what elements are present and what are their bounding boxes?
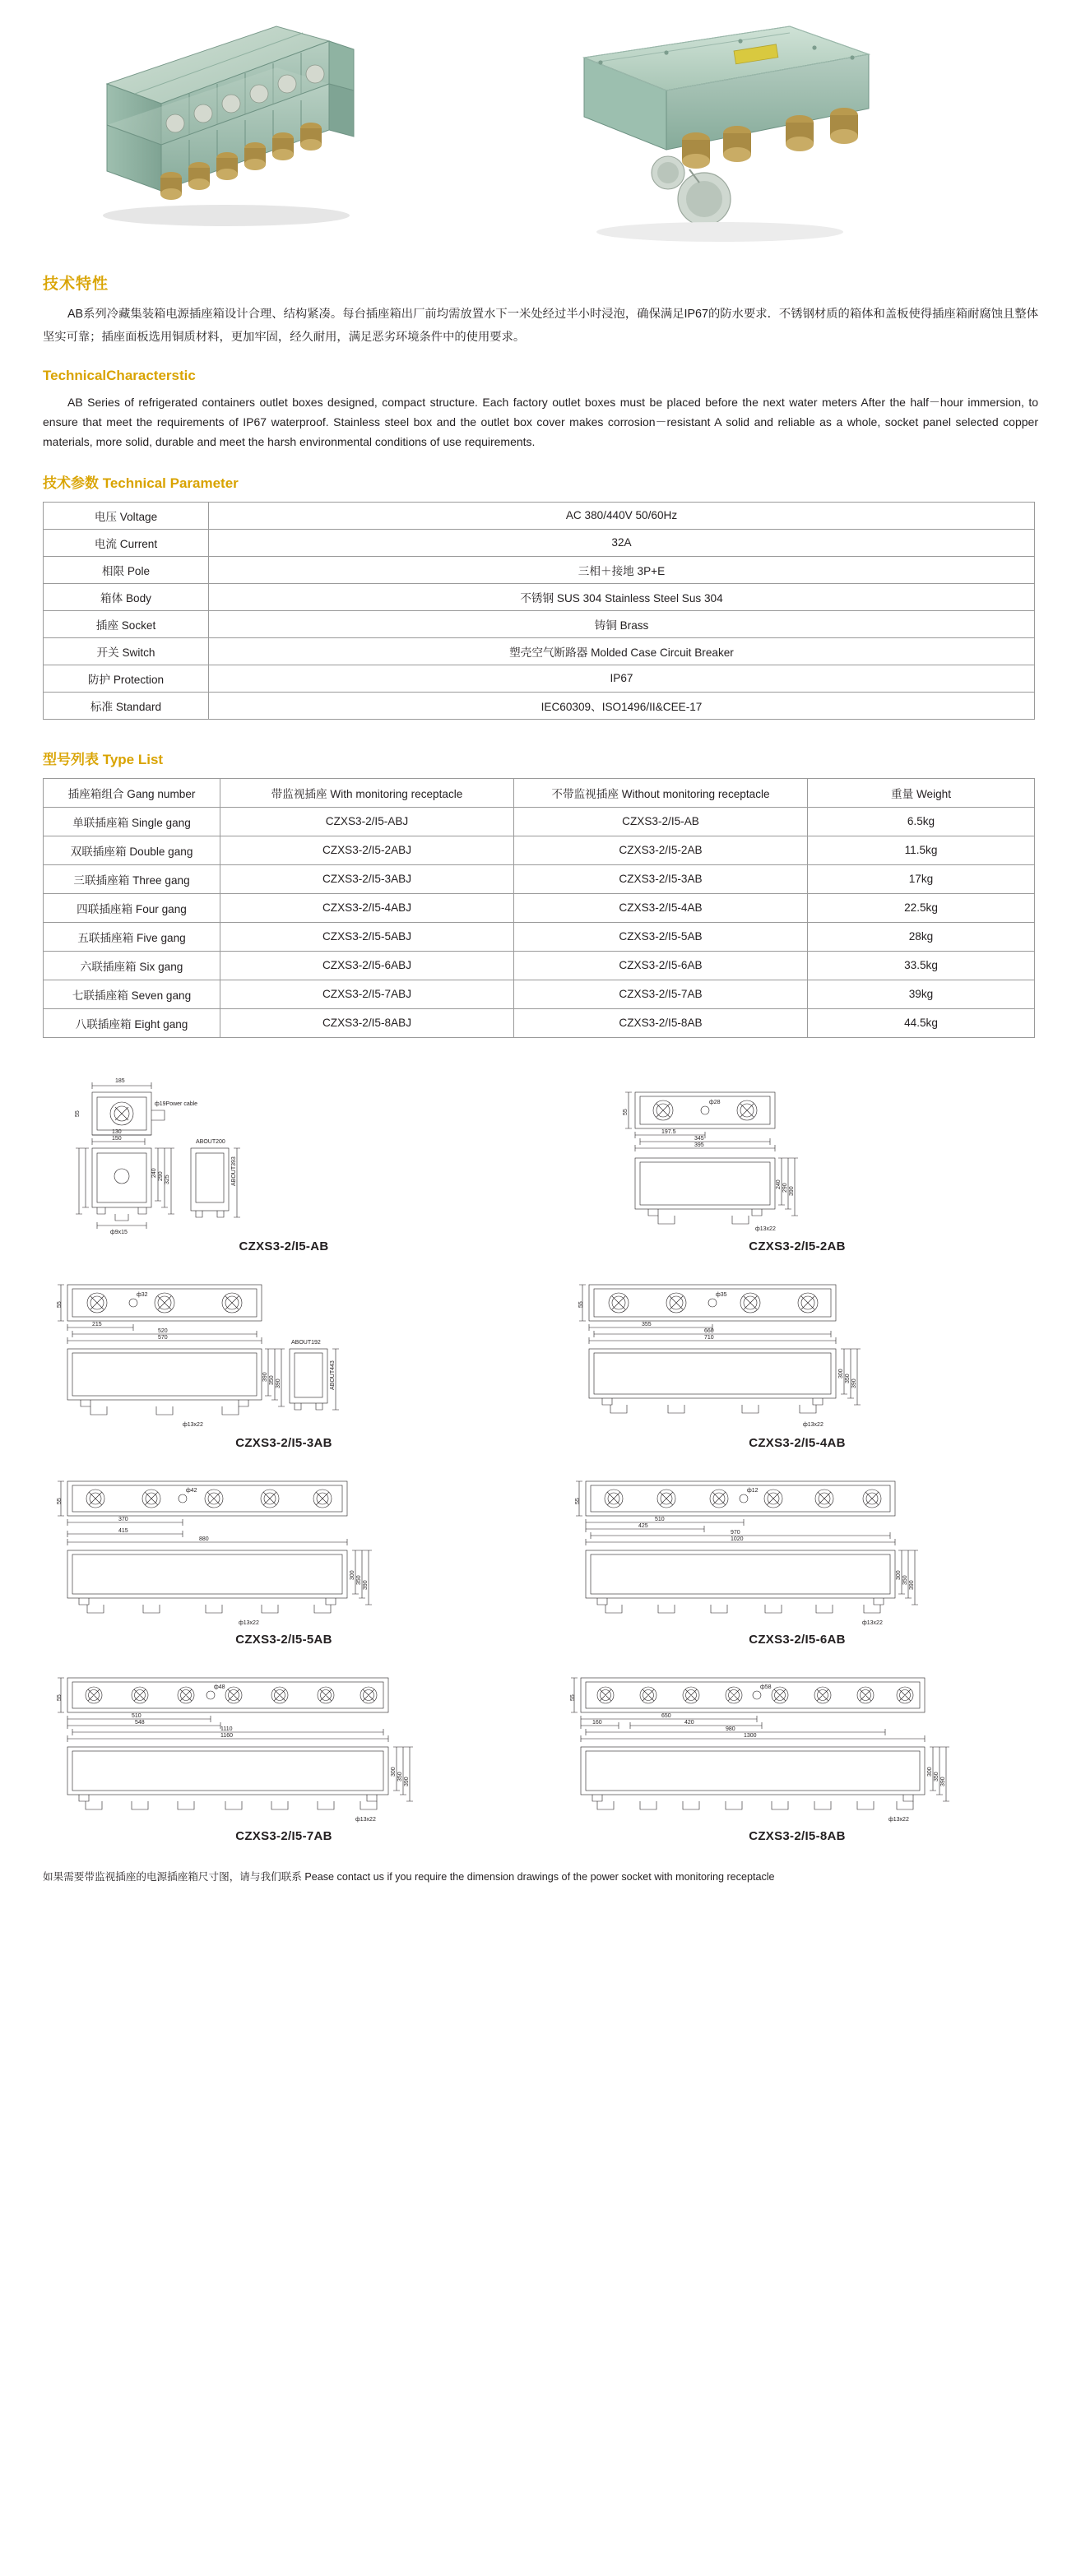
drawing-caption: CZXS3-2/I5-AB (239, 1239, 329, 1253)
drawing-caption: CZXS3-2/I5-4AB (749, 1435, 846, 1450)
cell-weight: 22.5kg (808, 893, 1035, 922)
cell-weight: 39kg (808, 980, 1035, 1008)
technical-parameter-table (43, 502, 1035, 720)
drawing-1ab (43, 1069, 525, 1238)
dim-label: 55 (578, 1301, 584, 1308)
table-row (44, 583, 1035, 610)
dim-label: 325 (165, 1174, 170, 1184)
dim-label: 390 (276, 1378, 281, 1388)
cell-without: CZXS3-2/I5-4AB (514, 893, 808, 922)
param-label: 电压 Voltage (44, 502, 209, 529)
table-row (44, 692, 1035, 719)
param-value: 32A (209, 529, 1035, 556)
cell-weight: 17kg (808, 864, 1035, 893)
dim-label: ABOUT192 (291, 1339, 321, 1346)
table-row (44, 529, 1035, 556)
dim-label: ABOUT200 (196, 1138, 225, 1145)
col-header-gang: 插座箱组合 Gang number (44, 778, 220, 807)
table-header-row (44, 778, 1035, 807)
cell-weight: 28kg (808, 922, 1035, 951)
text-content (0, 271, 1081, 1038)
dim-label: 240 (776, 1179, 782, 1189)
cell-gang: 七联插座箱 Seven gang (44, 980, 220, 1008)
drawing-cell-7ab (43, 1663, 525, 1853)
dim-label: 390 (404, 1777, 410, 1786)
cell-without: CZXS3-2/I5-7AB (514, 980, 808, 1008)
type-list-title: 型号列表 Type List (43, 751, 164, 767)
dim-label: 1110 (220, 1726, 233, 1732)
dim-label: 980 (726, 1726, 735, 1732)
dim-label: 240 (151, 1168, 157, 1178)
drawing-cell-6ab (556, 1466, 1038, 1656)
param-label: 标准 Standard (44, 692, 209, 719)
cell-with: CZXS3-2/I5-7ABJ (220, 980, 514, 1008)
param-value: 不锈钢 SUS 304 Stainless Steel Sus 304 (209, 583, 1035, 610)
dim-label: 390 (363, 1580, 369, 1590)
cell-gang: 三联插座箱 Three gang (44, 864, 220, 893)
dim-label: ABOUT393 (231, 1156, 237, 1186)
dim-label: 520 (158, 1327, 168, 1334)
dim-label: 55 (75, 1110, 81, 1117)
dim-label: 55 (57, 1301, 63, 1308)
dim-label: 350 (397, 1772, 403, 1781)
cell-without: CZXS3-2/I5-8AB (514, 1008, 808, 1037)
param-value: IEC60309、ISO1496/II&CEE-17 (209, 692, 1035, 719)
cell-without: CZXS3-2/I5-6AB (514, 951, 808, 980)
dim-label: 390 (262, 1372, 268, 1382)
drawing-cell-4ab (556, 1270, 1038, 1460)
param-value: AC 380/440V 50/60Hz (209, 502, 1035, 529)
dim-label: 650 (661, 1712, 671, 1719)
footnote: 如果需要带监视插座的电源插座箱尺寸图，请与我们联系 Pease contact us if you require the dimension drawings of the power socket with monitoring receptacle (43, 1870, 775, 1883)
dim-label: 420 (684, 1719, 694, 1726)
dim-label: 510 (655, 1516, 665, 1522)
dim-label: 300 (927, 1767, 933, 1777)
drawing-caption: CZXS3-2/I5-7AB (235, 1828, 332, 1843)
col-header-with: 带监视插座 With monitoring receptacle (220, 778, 514, 807)
dimension-drawings (0, 1063, 1081, 1853)
dim-label: 290 (158, 1171, 164, 1181)
tech-characteristics-en-body: AB Series of refrigerated containers outlet boxes designed, compact structure. Each factory outlet boxes must be placed before the next water meters After the half－hour immersion, to ensure that meet the requirements of IP67 waterproof. Stainless steel box and the outlet box cover makes corrosion－resistant A solid and reliable as a whole, socket panel selected copper materials, more solid, durable and meet the harsh environmental conditions of use requirements. (43, 395, 1038, 448)
table-row (44, 502, 1035, 529)
dim-label: 350 (356, 1575, 362, 1585)
drawing-cell-1ab (43, 1069, 525, 1263)
dim-label: 350 (269, 1375, 275, 1385)
dim-label: 160 (592, 1719, 602, 1726)
dim-label: 185 (115, 1077, 125, 1084)
dim-label: 130 (112, 1128, 122, 1135)
param-value: 三相＋接地 3P+E (209, 556, 1035, 583)
drawing-row (43, 1663, 1038, 1853)
cell-weight: 6.5kg (808, 807, 1035, 836)
dim-label: 390 (851, 1378, 857, 1388)
cell-gang: 四联插座箱 Four gang (44, 893, 220, 922)
dim-label: ABOUT443 (330, 1360, 336, 1390)
drawing-caption: CZXS3-2/I5-2AB (749, 1239, 846, 1253)
dim-label: 1300 (744, 1732, 757, 1739)
cell-without: CZXS3-2/I5-3AB (514, 864, 808, 893)
cell-gang: 六联插座箱 Six gang (44, 951, 220, 980)
col-header-weight: 重量 Weight (808, 778, 1035, 807)
dim-label: 350 (934, 1772, 939, 1781)
dim-label: 370 (118, 1516, 128, 1522)
table-row (44, 951, 1035, 980)
drawing-cell-5ab (43, 1466, 525, 1656)
cell-without: CZXS3-2/I5-2AB (514, 836, 808, 864)
dim-label: 197.5 (661, 1128, 676, 1135)
table-row (44, 1008, 1035, 1037)
drawing-8ab (556, 1663, 1038, 1828)
param-label: 电流 Current (44, 529, 209, 556)
dim-label: ф13x22 (355, 1816, 376, 1823)
cell-gang: 五联插座箱 Five gang (44, 922, 220, 951)
dim-label: 300 (838, 1369, 844, 1378)
dim-label: 415 (118, 1527, 128, 1534)
dim-label: ф19Power cable (155, 1100, 198, 1107)
technical-parameter-title: 技术参数 Technical Parameter (43, 475, 239, 491)
cell-with: CZXS3-2/I5-ABJ (220, 807, 514, 836)
cell-with: CZXS3-2/I5-3ABJ (220, 864, 514, 893)
dim-label: 970 (731, 1529, 740, 1536)
dim-label: 55 (57, 1694, 63, 1701)
product-photos (0, 0, 1081, 271)
type-list-table (43, 778, 1035, 1038)
drawing-row (43, 1069, 1038, 1263)
drawing-4ab (556, 1270, 1038, 1434)
dim-label: 395 (694, 1142, 704, 1148)
drawing-3ab (43, 1270, 525, 1434)
table-row (44, 610, 1035, 637)
param-value: 塑壳空气断路器 Molded Case Circuit Breaker (209, 637, 1035, 665)
dim-label: 215 (92, 1321, 102, 1327)
dim-label: 390 (940, 1777, 946, 1786)
table-row (44, 864, 1035, 893)
dim-label: ф13x22 (183, 1421, 203, 1428)
col-header-without: 不带监视插座 Without monitoring receptacle (514, 778, 808, 807)
dim-label: 350 (845, 1374, 851, 1383)
dim-label: 710 (704, 1334, 714, 1341)
drawing-5ab (43, 1466, 525, 1631)
cell-with: CZXS3-2/I5-5ABJ (220, 922, 514, 951)
product-photo-multi-gang (82, 8, 436, 263)
dim-label: 55 (575, 1498, 581, 1504)
dim-label: ф35 (716, 1291, 727, 1298)
table-row (44, 893, 1035, 922)
dim-label: 390 (909, 1580, 915, 1590)
dim-label: 1020 (731, 1536, 744, 1542)
dim-label: 300 (391, 1767, 397, 1777)
param-value: 铸铜 Brass (209, 610, 1035, 637)
dim-label: 355 (642, 1321, 652, 1327)
cell-weight: 33.5kg (808, 951, 1035, 980)
param-value: IP67 (209, 665, 1035, 692)
dim-label: 55 (570, 1694, 576, 1701)
drawing-caption: CZXS3-2/I5-3AB (235, 1435, 332, 1450)
dim-label: 150 (112, 1135, 122, 1142)
dim-label: ф32 (137, 1291, 148, 1298)
param-label: 插座 Socket (44, 610, 209, 637)
cell-with: CZXS3-2/I5-2ABJ (220, 836, 514, 864)
dim-label: 510 (132, 1712, 142, 1719)
cell-with: CZXS3-2/I5-6ABJ (220, 951, 514, 980)
dim-label: 350 (902, 1575, 908, 1585)
cell-gang: 双联插座箱 Double gang (44, 836, 220, 864)
dim-label: ф13x22 (755, 1225, 776, 1232)
dim-label: ф48 (214, 1684, 225, 1690)
dim-label: 660 (704, 1327, 714, 1334)
dim-label: 570 (158, 1334, 168, 1341)
cell-with: CZXS3-2/I5-8ABJ (220, 1008, 514, 1037)
drawing-caption: CZXS3-2/I5-6AB (749, 1632, 846, 1647)
dim-label: 300 (350, 1570, 355, 1580)
cell-weight: 11.5kg (808, 836, 1035, 864)
tech-characteristics-en-title: TechnicalCharacterstic (43, 367, 196, 383)
drawing-2ab (556, 1069, 1038, 1238)
table-row (44, 980, 1035, 1008)
dim-label: ф28 (709, 1099, 721, 1105)
drawing-row (43, 1270, 1038, 1460)
dim-label: ф58 (760, 1684, 772, 1690)
tech-characteristics-cn-body: AB系列冷藏集装箱电源插座箱设计合理、结构紧凑。每台插座箱出厂前均需放置水下一米处经过半小时浸泡，确保满足IP67的防水要求．不锈钢材质的箱体和盖板使得插座箱耐腐蚀且整体坚实可靠；插座面板选用铜质材料，更加牢固，经久耐用，满足恶劣环境条件中的使用要求。 (43, 308, 1038, 344)
dim-label: 425 (638, 1522, 648, 1529)
cell-gang: 八联插座箱 Eight gang (44, 1008, 220, 1037)
table-row (44, 556, 1035, 583)
table-row (44, 836, 1035, 864)
table-row (44, 922, 1035, 951)
dim-label: 390 (789, 1186, 795, 1196)
drawing-7ab (43, 1663, 525, 1828)
drawing-caption: CZXS3-2/I5-5AB (235, 1632, 332, 1647)
dim-label: ф42 (186, 1487, 197, 1494)
dim-label: 880 (199, 1536, 209, 1542)
cell-gang: 单联插座箱 Single gang (44, 807, 220, 836)
dim-label: 290 (782, 1183, 788, 1193)
cell-without: CZXS3-2/I5-AB (514, 807, 808, 836)
cell-with: CZXS3-2/I5-4ABJ (220, 893, 514, 922)
cell-without: CZXS3-2/I5-5AB (514, 922, 808, 951)
param-label: 箱体 Body (44, 583, 209, 610)
dim-label: ф12 (747, 1487, 759, 1494)
tech-characteristics-cn-title: 技术特性 (43, 276, 109, 293)
dim-label: ф13x22 (239, 1619, 259, 1626)
cell-weight: 44.5kg (808, 1008, 1035, 1037)
drawing-6ab (556, 1466, 1038, 1631)
dim-label: 345 (694, 1135, 704, 1142)
dim-label: ф13x22 (862, 1619, 883, 1626)
table-row (44, 807, 1035, 836)
drawing-caption: CZXS3-2/I5-8AB (749, 1828, 846, 1843)
dim-label: 1160 (220, 1732, 234, 1739)
drawing-cell-8ab (556, 1663, 1038, 1853)
param-label: 相限 Pole (44, 556, 209, 583)
param-label: 开关 Switch (44, 637, 209, 665)
dim-label: ф9x15 (110, 1229, 128, 1235)
drawing-cell-3ab (43, 1270, 525, 1460)
dim-label: ф13x22 (803, 1421, 824, 1428)
param-label: 防护 Protection (44, 665, 209, 692)
drawing-row (43, 1466, 1038, 1656)
product-photo-single-box (543, 8, 897, 255)
dim-label: ф13x22 (888, 1816, 909, 1823)
dim-label: 548 (135, 1719, 145, 1726)
drawing-cell-2ab (556, 1069, 1038, 1263)
dim-label: 55 (57, 1498, 63, 1504)
table-row (44, 665, 1035, 692)
table-row (44, 637, 1035, 665)
dim-label: 300 (896, 1570, 902, 1580)
dim-label: 55 (623, 1109, 629, 1115)
